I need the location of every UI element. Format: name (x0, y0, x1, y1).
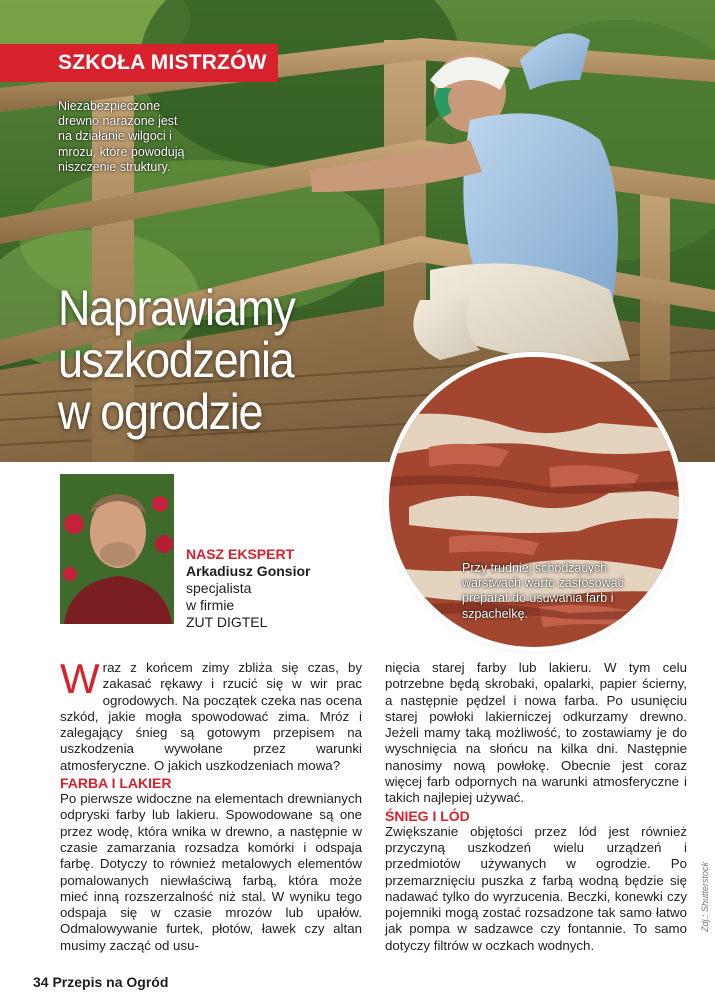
article-column-left (60, 655, 362, 954)
expert-role-line-2: w firmie (186, 597, 235, 613)
intro-paragraph (60, 655, 362, 774)
expert-role-line-3: ZUT DIGTEL (186, 614, 268, 630)
expert-photo (60, 474, 174, 624)
page-number: 34 (33, 974, 49, 990)
expert-name: Arkadiusz Gonsior (186, 563, 311, 579)
headline-line-2: uszkodzenia (58, 332, 294, 388)
section-tag: SZKOŁA MISTRZÓW (0, 44, 278, 82)
magazine-name: Przepis na Ogród (52, 974, 169, 990)
hero-caption: Niezabezpieczone drewno narażone jest na działanie wilgoci i mrozu, które powodują niszczenie struktury. (58, 99, 185, 174)
intro-text: raz z końcem zimy zbliża się czas, by zakasać rękawy i rzucić się w wir prac ogrodowych. Na początek czeka nas ocena szkód, jakie mogła spowodować zima. Mróz i zalegający śnieg są gotowym przepisem na uszkodzenia wywołane przez warunki atmosferyczne. O jakich uszkodzeniach mowa? (60, 660, 362, 773)
page-footer (33, 974, 168, 990)
snow-paragraph: Zwiększanie objętości przez lód jest również przyczyną uszkodzeń wielu urządzeń i przedmiotów używanych w ogrodzie. Po przemarznięciu puszka z farbą wodną będzie się nadawać tylko do wyrzucenia. Beczki, konewki czy pojemniki mogą zostać rozsadzone tak samo łatwo jak pompa w sadzawce czy fontannie. To samo dotyczy filtrów w oczkach wodnych. (385, 823, 687, 953)
headline (58, 282, 382, 438)
subhead-paint-varnish: FARBA I LAKIER (60, 775, 172, 792)
paint-paragraph-left: Po pierwsze widoczne na elementach drewnianych odpryski farby lub lakieru. Spowodowane są one przez wodę, która wnika w drewno, a następnie w czasie zamarzania rozsadza komórki i odspaja farbę. Dotyczy to również metalowych elementów pomalowanych niewłaściwą farbą, która może mieć inną rozszerzalność niż stal. W wyniku tego odspaja się w czasie mrozów lub upałów. Odmalowywanie furtek, płotów, ławek czy altan musimy zacząć od usu- (60, 791, 362, 953)
expert-role-line-1: specjalista (186, 580, 252, 596)
expert-portrait (60, 474, 174, 624)
article-column-right (385, 660, 687, 954)
expert-heading: NASZ EKSPERT (186, 546, 295, 562)
inset-caption: Przy trudniej schodzących warstwach warto zastosować preparat do usuwania farb i szpachelkę. (462, 561, 624, 621)
headline-line-3: w ogrodzie (58, 384, 263, 440)
photo-credit: Zdj.: Shutterstock (700, 861, 710, 932)
paint-paragraph-right: nięcia starej farby lub lakieru. W tym celu potrzebne będą skrobaki, opalarki, papier ścierny, a następnie pędzel i nowa farba. Po usunięciu starej powłoki lakierniczej odkurzamy drewno. Jeżeli mamy taką możliwość, to zostawiamy je do wyschnięcia na słońcu na kilka dni. Następnie nanosimy nową powłokę. Obecnie jest coraz więcej farb odpornych na warunki atmosferyczne i takich najlepiej używać. (385, 660, 687, 806)
expert-info (186, 546, 366, 631)
subhead-snow-ice: ŚNIEG I LÓD (385, 807, 470, 824)
drop-cap: W (60, 655, 100, 702)
headline-line-1: Naprawiamy (58, 280, 295, 336)
